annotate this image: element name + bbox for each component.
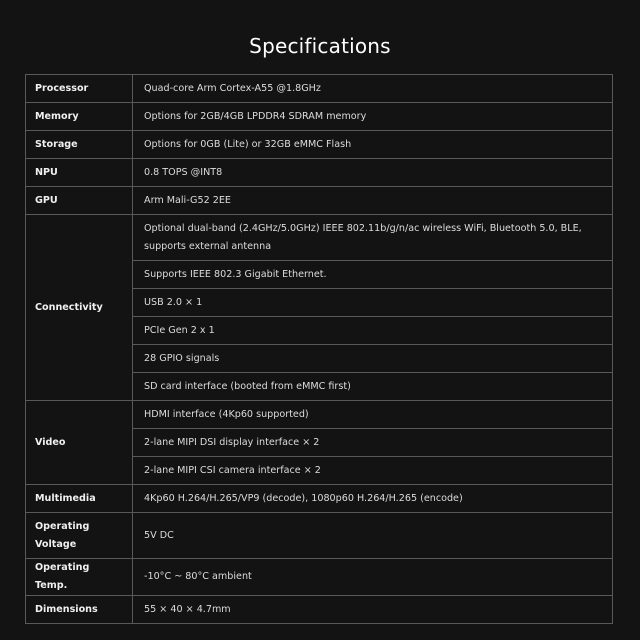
spec-value: 2-lane MIPI CSI camera interface × 2 [133,457,613,485]
spec-row-gpu [26,187,613,215]
spec-label: Memory [26,103,133,131]
spec-value: Options for 2GB/4GB LPDDR4 SDRAM memory [133,103,613,131]
spec-label: Processor [26,75,133,103]
spec-value: Supports IEEE 802.3 Gigabit Ethernet. [133,261,613,289]
spec-value: 2-lane MIPI DSI display interface × 2 [133,429,613,457]
spec-value: 0.8 TOPS @INT8 [133,159,613,187]
specifications-table [25,74,613,624]
spec-row-operating-voltage [26,513,613,559]
spec-row-operating-temp [26,559,613,596]
spec-label: Storage [26,131,133,159]
page-title: Specifications [249,34,391,58]
spec-value: Arm Mali-G52 2EE [133,187,613,215]
spec-value: Options for 0GB (Lite) or 32GB eMMC Flash [133,131,613,159]
spec-value: HDMI interface (4Kp60 supported) [133,401,613,429]
spec-label: GPU [26,187,133,215]
spec-label: NPU [26,159,133,187]
spec-row-dimensions [26,596,613,624]
spec-value: 5V DC [133,513,613,559]
spec-row-storage [26,131,613,159]
spec-row-memory [26,103,613,131]
spec-label: Dimensions [26,596,133,624]
spec-value: PCIe Gen 2 x 1 [133,317,613,345]
spec-value: 28 GPIO signals [133,345,613,373]
spec-value: SD card interface (booted from eMMC first) [133,373,613,401]
spec-value: -10°C ~ 80°C ambient [133,559,613,596]
spec-row-multimedia [26,485,613,513]
spec-label: Operating Voltage [26,513,133,559]
spec-row-connectivity [26,215,613,261]
spec-row-npu [26,159,613,187]
spec-label: Connectivity [26,215,133,401]
spec-value: Optional dual-band (2.4GHz/5.0GHz) IEEE 802.11b/g/n/ac wireless WiFi, Bluetooth 5.0, BLE, supports external antenna [133,215,613,261]
spec-label: Operating Temp. [26,559,133,596]
spec-row-video [26,401,613,429]
spec-row-processor [26,75,613,103]
spec-value: USB 2.0 × 1 [133,289,613,317]
spec-value: 55 × 40 × 4.7mm [133,596,613,624]
spec-value: Quad-core Arm Cortex-A55 @1.8GHz [133,75,613,103]
spec-label: Video [26,401,133,485]
spec-value: 4Kp60 H.264/H.265/VP9 (decode), 1080p60 H.264/H.265 (encode) [133,485,613,513]
spec-label: Multimedia [26,485,133,513]
